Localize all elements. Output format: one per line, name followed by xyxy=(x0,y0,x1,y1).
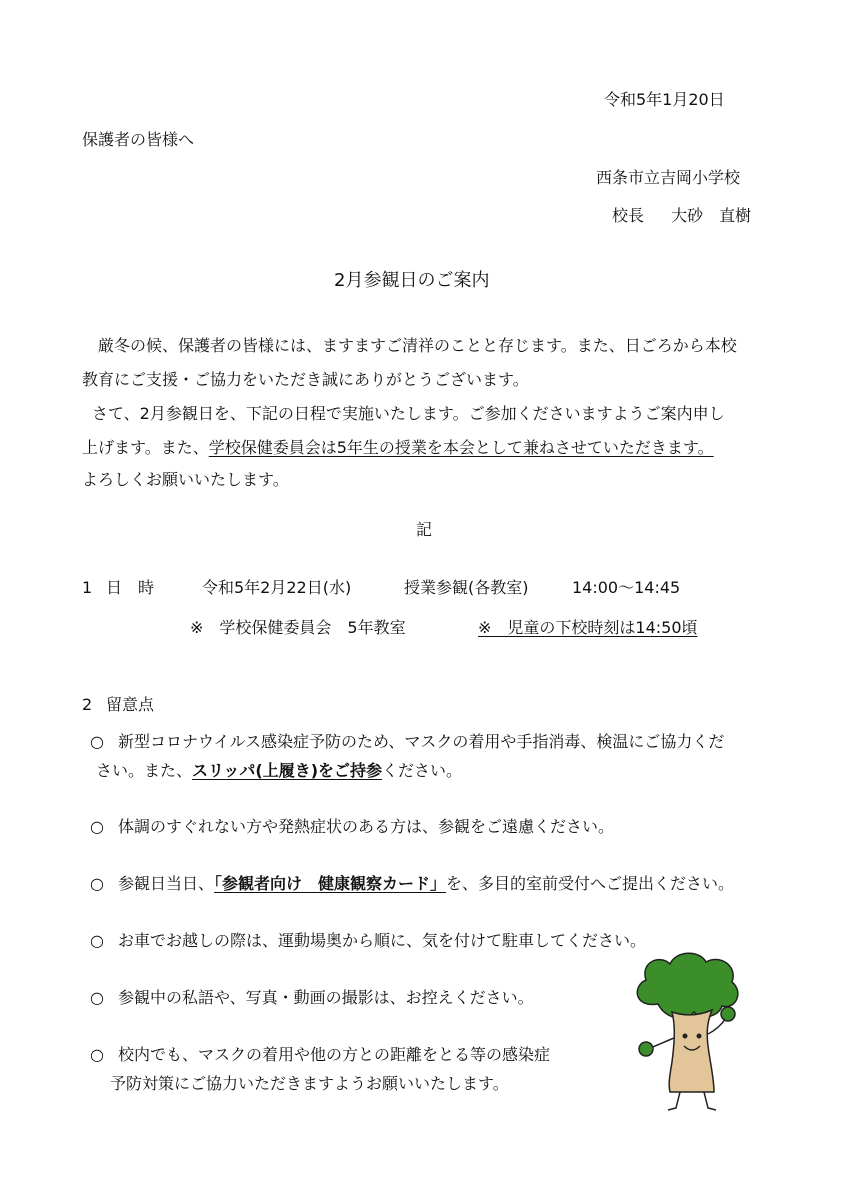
note-item-3 xyxy=(118,876,734,892)
schedule-time: 14:00～14:45 xyxy=(572,578,681,597)
issue-date: 令和5年1月20日 xyxy=(604,90,725,109)
page-title: 2月参観日のご案内 xyxy=(334,270,490,291)
schedule-date: 令和5年2月22日(水) xyxy=(202,578,352,597)
mascot-left-arm xyxy=(650,1038,674,1048)
note-bullet: ○ xyxy=(90,988,104,1007)
mascot-left-hand xyxy=(639,1042,653,1056)
recipient: 保護者の皆様へ xyxy=(82,130,195,149)
health-committee-note: 学校保健委員会は5年生の授業を本会として兼ねさせていただきます。 xyxy=(208,438,714,457)
schedule-note-committee: ※ 学校保健委員会 5年教室 xyxy=(190,618,406,637)
notes-label: 留意点 xyxy=(106,695,155,714)
health-card-name: 「参観者向け 健康観察カード」 xyxy=(214,874,447,893)
mascot-right-leg xyxy=(704,1092,716,1110)
mascot-left-eye xyxy=(683,1034,688,1039)
note-item-6-line1: 校内でも、マスクの着用や他の方との距離をとる等の感染症 xyxy=(118,1045,551,1064)
tree-mascot-illustration xyxy=(628,950,743,1115)
note-item-1-line2 xyxy=(96,763,462,779)
mascot-right-arm xyxy=(708,1018,726,1034)
mascot-left-leg xyxy=(668,1092,680,1110)
note-item-2: 体調のすぐれない方や発熱症状のある方は、参観をご遠慮ください。 xyxy=(118,817,615,836)
note-item-1-text-c: ください。 xyxy=(382,761,463,780)
schedule-number: 1 xyxy=(82,578,93,597)
slipper-note: スリッパ(上履き)をご持参 xyxy=(192,761,383,780)
note-bullet: ○ xyxy=(90,931,104,950)
intro-p1-line2: 教育にご支援・ご協力をいただき誠にありがとうございます。 xyxy=(82,370,529,389)
intro-p2-line2 xyxy=(82,440,714,456)
note-item-6-line2: 予防対策にご協力いただきますようお願いいたします。 xyxy=(110,1074,509,1093)
schedule-note-dismissal: ※ 児童の下校時刻は14:50頃 xyxy=(478,618,698,637)
note-item-5: 参観中の私語や、写真・動画の撮影は、お控えください。 xyxy=(118,988,534,1007)
note-item-1-text-a: さい。また、 xyxy=(96,761,193,780)
intro-p2-line1: さて、2月参観日を、下記の日程で実施いたします。ご参加くださいますようご案内申し xyxy=(92,404,725,423)
schedule-event: 授業参観(各教室) xyxy=(404,578,529,597)
note-item-4: お車でお越しの際は、運動場奥から順に、気を付けて駐車してください。 xyxy=(118,931,647,950)
note-bullet: ○ xyxy=(90,874,104,893)
note-bullet: ○ xyxy=(90,732,104,751)
principal-line xyxy=(612,208,751,224)
intro-p2-line2-text: 上げます。また、 xyxy=(82,438,209,457)
schedule-label: 日 時 xyxy=(106,578,155,597)
ki-heading: 記 xyxy=(416,520,433,539)
note-bullet: ○ xyxy=(90,817,104,836)
mascot-right-hand xyxy=(721,1007,735,1021)
notes-number: 2 xyxy=(82,695,93,714)
note-item-3-text-a: 参観日当日、 xyxy=(118,874,215,893)
note-bullet: ○ xyxy=(90,1045,104,1064)
school-name: 西条市立吉岡小学校 xyxy=(596,168,741,187)
note-item-1-line1: 新型コロナウイルス感染症予防のため、マスクの着用や手指消毒、検温にご協力くだ xyxy=(118,732,725,751)
intro-p1-line1: 厳冬の候、保護者の皆様には、ますますご清祥のことと存じます。また、日ごろから本校 xyxy=(98,336,737,355)
intro-p2-line3: よろしくお願いいたします。 xyxy=(82,470,289,489)
note-item-3-text-c: を、多目的室前受付へご提出ください。 xyxy=(446,874,735,893)
mascot-trunk xyxy=(669,1010,714,1092)
principal-role: 校長 xyxy=(612,206,645,225)
principal-name: 大砂 直樹 xyxy=(671,206,752,225)
mascot-right-eye xyxy=(697,1034,702,1039)
